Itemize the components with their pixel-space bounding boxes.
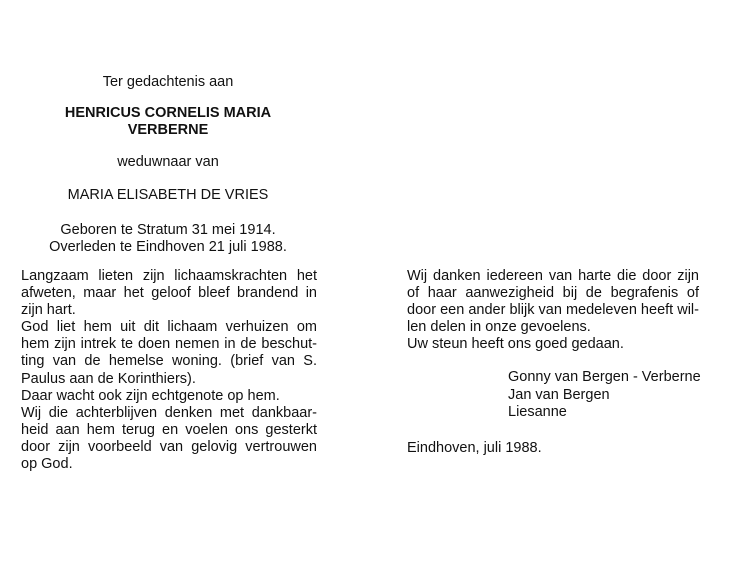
text-line: Uw steun heeft ons goed gedaan. <box>407 336 624 353</box>
text-line: op God. <box>21 456 73 473</box>
text-line: door een ander blijk van medeleven heeft wil- <box>407 302 699 319</box>
relation-line: weduwnaar van <box>117 154 219 170</box>
spouse-name: MARIA ELISABETH DE VRIES <box>67 187 269 203</box>
text-line: afweten, maar het geloof bleef brandend in <box>21 285 317 302</box>
text-line: of haar aanwezigheid bij de begrafenis of <box>407 285 699 302</box>
life-dates <box>18 222 318 256</box>
text-line: Paulus aan de Korinthiers). <box>21 370 196 387</box>
signatory: Liesanne <box>508 403 567 420</box>
death-line: Overleden te Eindhoven 21 juli 1988. <box>49 239 287 255</box>
text-line: Wij danken iedereen van harte die door zijn <box>407 268 699 284</box>
thanks-text <box>407 268 699 353</box>
intro-line: Ter gedachtenis aan <box>102 74 234 90</box>
signatory: Jan van Bergen <box>508 386 610 403</box>
text-line: ting van de hemelse woning. (brief van S. <box>21 353 317 370</box>
deceased-name-line2: VERBERNE <box>127 122 209 138</box>
text-line: God liet hem uit dit lichaam verhuizen om <box>21 319 317 336</box>
signatory: Gonny van Bergen - Verberne <box>508 369 701 386</box>
text-line: hem zijn intrek te doen nemen in de beschut- <box>21 336 317 353</box>
signatories <box>508 369 699 420</box>
text-line: zijn hart. <box>21 302 76 319</box>
right-text-column <box>407 268 699 457</box>
text-line: heid aan hem terug en voelen ons gesterkt <box>21 421 317 438</box>
place-date: Eindhoven, juli 1988. <box>407 439 542 456</box>
text-line: door zijn voorbeeld van gelovig vertrouwen <box>21 438 317 455</box>
memorial-header <box>18 74 318 256</box>
deceased-name-line1: HENRICUS CORNELIS MARIA <box>64 105 272 121</box>
text-line: Daar wacht ook zijn echtgenote op hem. <box>21 387 280 404</box>
text-line: Wij die achterblijven denken met dankbaar- <box>21 404 317 421</box>
text-line: len delen in onze gevoelens. <box>407 319 591 336</box>
birth-line: Geboren te Stratum 31 mei 1914. <box>60 222 276 238</box>
left-text-column <box>21 268 317 473</box>
text-line: Langzaam lieten zijn lichaamskrachten het <box>21 268 317 284</box>
deceased-name <box>18 105 318 139</box>
